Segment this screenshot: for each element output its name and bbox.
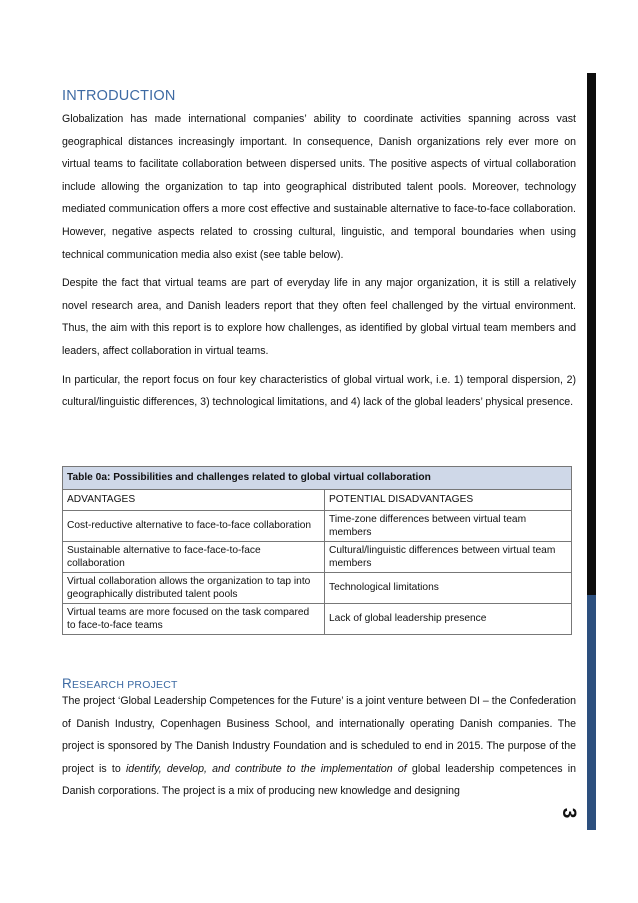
- intro-paragraph-2: Despite the fact that virtual teams are part of everyday life in any major organization, it is still a relatively novel research area, and Danish leaders report that they often feel challenged by the virtual environment. Thus, the aim with this report is to explore how challenges, as identified by global virtual team members and leaders, affect collaboration in virtual teams.: [62, 277, 576, 357]
- side-bar-blue: [587, 595, 596, 830]
- table-cell: Virtual teams are more focused on the task compared to face-to-face teams: [63, 604, 325, 635]
- research-paragraph: [62, 690, 576, 803]
- intro-paragraph-3: In particular, the report focus on four key characteristics of global virtual work, i.e. 1) temporal dispersion, 2) cultural/linguistic differences, 3) technological limitations, and 4) lack of the global leaders’ physical presence.: [62, 373, 576, 409]
- table-row: [63, 542, 572, 573]
- introduction-section: [62, 88, 576, 414]
- table-row: [63, 604, 572, 635]
- table-cell: Virtual collaboration allows the organization to tap into geographically distributed talent pools: [63, 573, 325, 604]
- page-number: 3: [558, 807, 579, 819]
- table-row: [63, 511, 572, 542]
- side-bar-black: [587, 73, 596, 595]
- virtual-collaboration-table: [62, 466, 572, 635]
- table-caption: Table 0a: Possibilities and challenges related to global virtual collaboration: [63, 467, 572, 490]
- table-cell: Time-zone differences between virtual team members: [325, 511, 572, 542]
- research-project-heading: [62, 676, 178, 691]
- table-row: [63, 573, 572, 604]
- column-header-advantages: ADVANTAGES: [63, 490, 325, 511]
- heading-initial: R: [62, 676, 72, 691]
- column-header-disadvantages: POTENTIAL DISADVANTAGES: [325, 490, 572, 511]
- intro-paragraph-1: Globalization has made international companies’ ability to coordinate activities spanning across vast geographical distances increasingly important. In consequence, Danish organizations rely ever more on virtual teams to facilitate collaboration between dispersed units. The positive aspects of virtual collaboration include allowing the organization to tap into geographical distributed talent pools. Moreover, technology mediated communication offers a more cost effective and sustainable alternative to face-to-face collaboration. However, negative aspects related to crossing cultural, linguistic, and temporal boundaries when using technical communication media also exist (see table below).: [62, 113, 576, 261]
- table-cell: Lack of global leadership presence: [325, 604, 572, 635]
- research-project-section: [62, 690, 576, 803]
- table-cell: Sustainable alternative to face-face-to-face collaboration: [63, 542, 325, 573]
- research-text-b: global leadership competences in Danish corporations. The project is a mix of producing new knowledge and designing: [62, 762, 576, 798]
- table-cell: Technological limitations: [325, 573, 572, 604]
- research-text-a: The project ‘Global Leadership Competences for the Future’ is a joint venture between DI – the Confederation of Danish Industry, Copenhagen Business School, and internationally operating Danish companies. The project is sponsored by The Danish Industry Foundation and is scheduled to end in 2015. The purpose of the project is to: [62, 695, 576, 775]
- table-cell: Cultural/linguistic differences between virtual team members: [325, 542, 572, 573]
- table-cell: Cost-reductive alternative to face-to-face collaboration: [63, 511, 325, 542]
- introduction-heading: INTRODUCTION: [62, 88, 176, 104]
- research-text-emphasis: identify, develop, and contribute to the implementation of: [125, 762, 407, 775]
- heading-rest: ESEARCH PROJECT: [71, 679, 178, 691]
